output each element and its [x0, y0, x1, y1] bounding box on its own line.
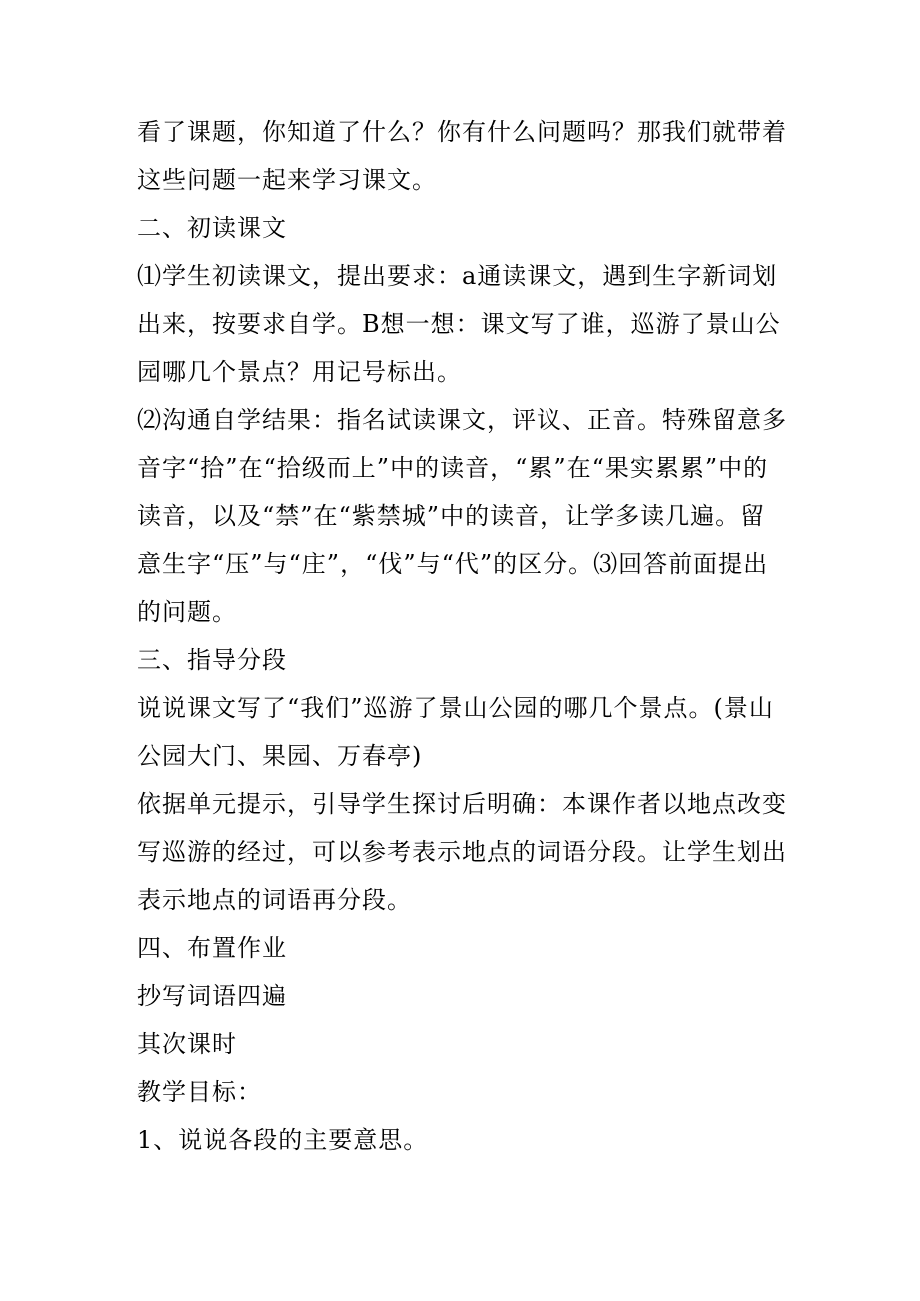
heading-first-reading: 二、初读课文 [137, 214, 287, 242]
heading-second-lesson: 其次课时 [137, 1030, 237, 1058]
paragraph-homework-task: 抄写词语四遍 [137, 982, 287, 1010]
paragraph-intro: 看了课题，你知道了什么？你有什么问题吗？那我们就带着这些问题一起来学习课文。 [137, 118, 787, 194]
paragraph-scenic-spots: 说说课文写了“我们”巡游了景山公园的哪几个景点。(景山公园大门、果园、万春亭) [137, 694, 774, 770]
document-body [137, 108, 787, 1164]
paragraph-unit-hint: 依据单元提示，引导学生探讨后明确：本课作者以地点改变写巡游的经过，可以参考表示地点的词语分段。让学生划出表示地点的词语再分段。 [137, 790, 787, 914]
heading-segmentation: 三、指导分段 [137, 646, 287, 674]
heading-teaching-goals: 教学目标： [137, 1078, 262, 1106]
paragraph-self-study-results: ⑵沟通自学结果：指名试读课文，评议、正音。特殊留意多音字“拾”在“拾级而上”中的读音，“累”在“果实累累”中的读音，以及“禁”在“紫禁城”中的读音，让学多读几遍。留意生字“压”与“庄”，“伐”与“代”的区分。⑶回答前面提出的问题。 [137, 406, 787, 626]
paragraph-goal-one: 1、说说各段的主要意思。 [137, 1126, 429, 1154]
paragraph-reading-requirements: ⑴学生初读课文，提出要求：a通读课文，遇到生字新词划出来，按要求自学。B想一想：课文写了谁，巡游了景山公园哪几个景点？用记号标出。 [137, 262, 781, 386]
heading-homework: 四、布置作业 [137, 934, 287, 962]
